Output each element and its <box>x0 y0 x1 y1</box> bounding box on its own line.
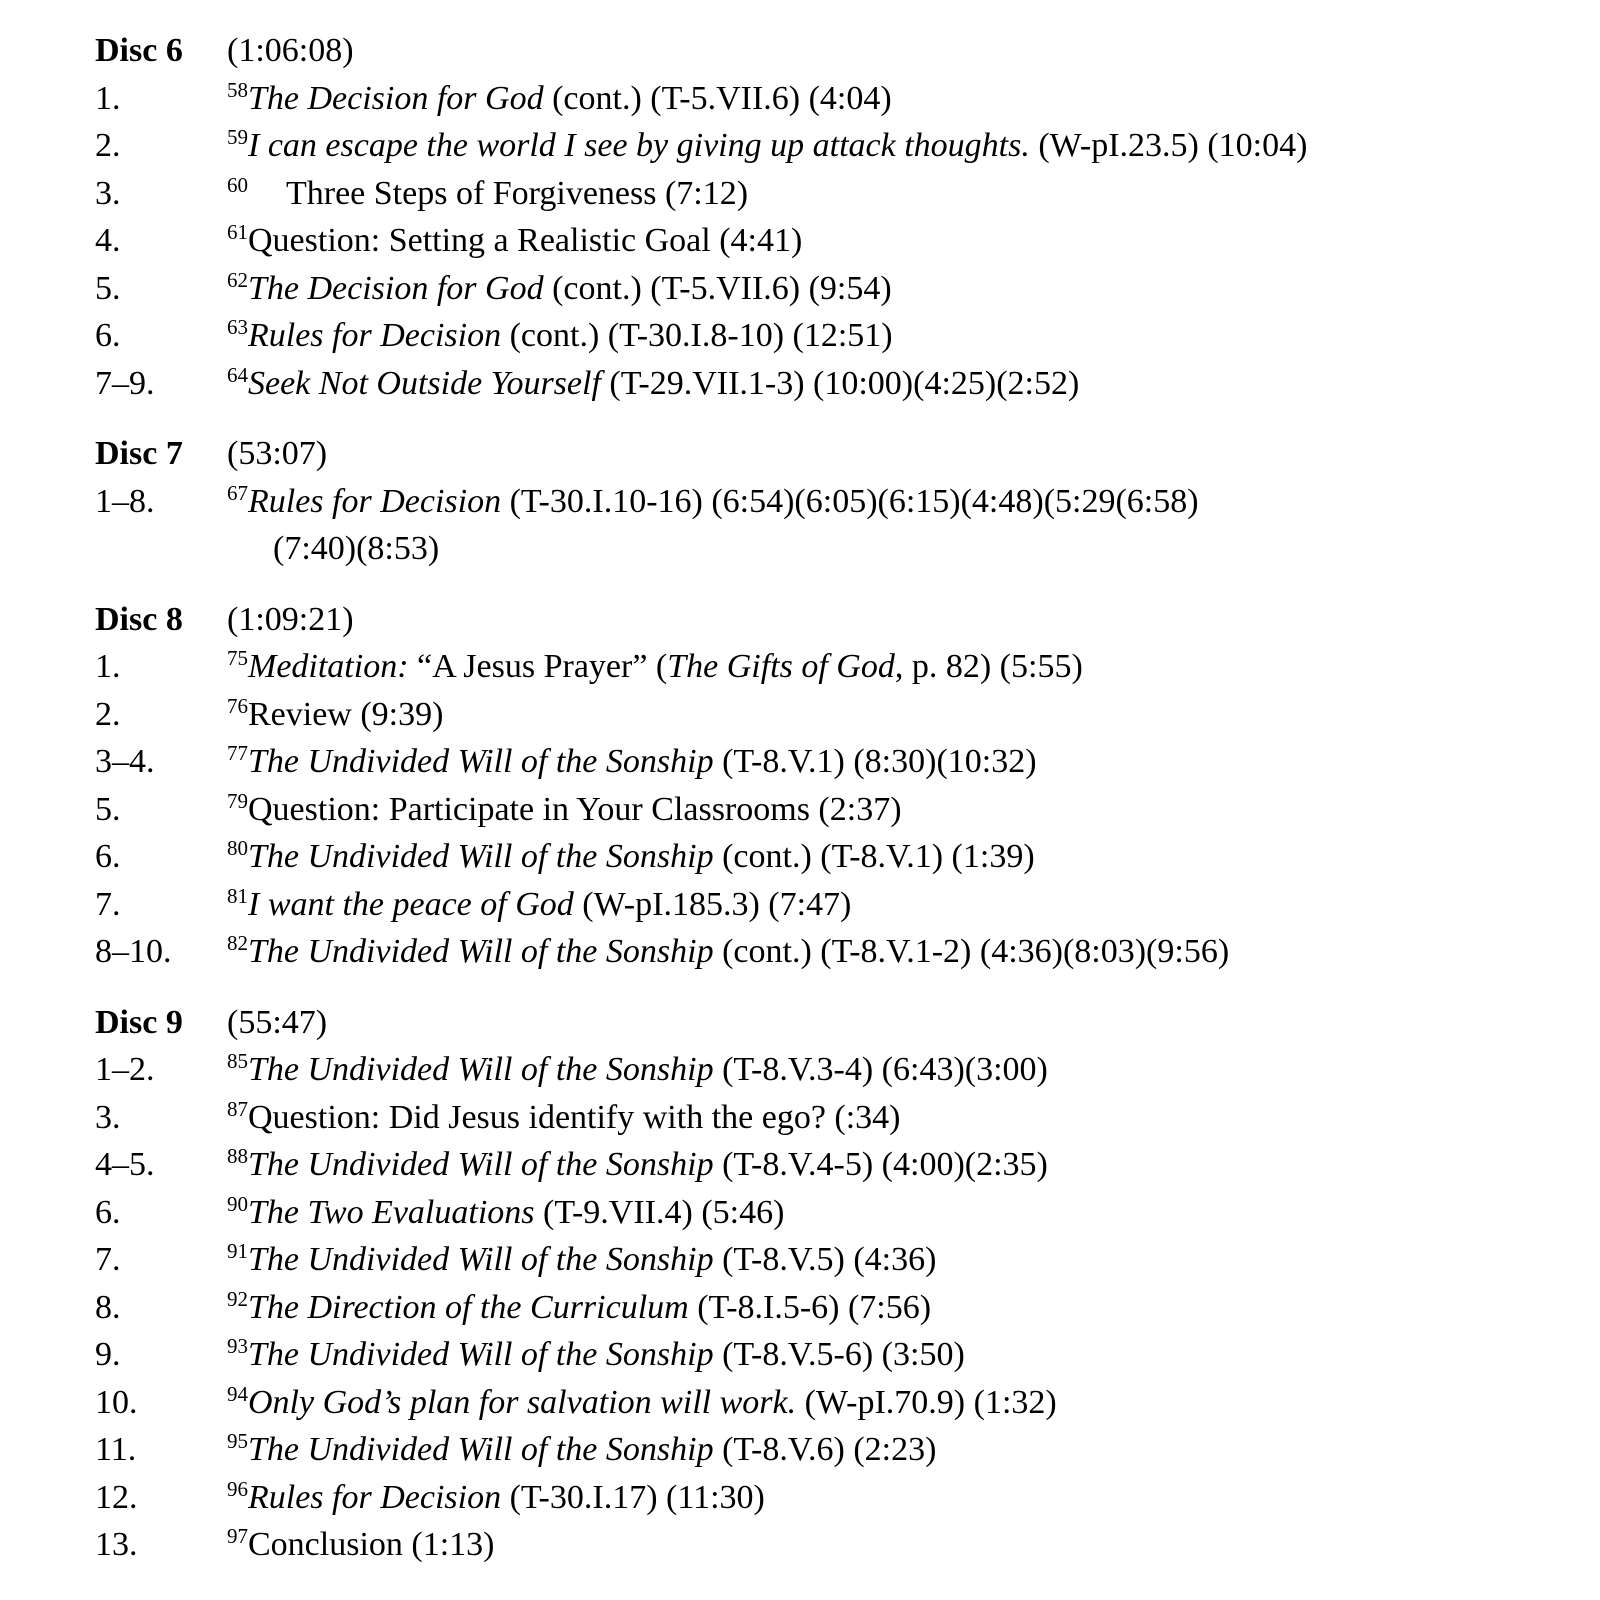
track-content <box>227 1094 1570 1142</box>
track-number: 3. <box>95 174 121 212</box>
track-content <box>227 833 1570 881</box>
disc-header <box>95 999 1570 1047</box>
track-meta: Conclusion (1:13) <box>248 1526 495 1563</box>
track-title: The Undivided Will of the Sonship <box>248 1336 714 1373</box>
track-number: 9. <box>95 1336 121 1373</box>
track-ref-number: 90 <box>227 1191 248 1216</box>
track-number: 7–9. <box>95 364 155 402</box>
track-row <box>95 75 1570 123</box>
track-row <box>95 881 1570 929</box>
track-ref-number: 97 <box>227 1524 248 1548</box>
track-number: 3. <box>95 1098 121 1136</box>
track-meta: (cont.) (T-8.V.1-2) (4:36)(8:03)(9:56) <box>713 933 1230 970</box>
track-title: I want the peace of God <box>248 885 574 923</box>
disc-label: Disc 8 <box>95 600 183 638</box>
track-row <box>95 1236 1570 1284</box>
track-row <box>95 312 1570 360</box>
disc-section <box>95 27 1570 407</box>
track-ref-number: 81 <box>227 883 248 908</box>
track-content <box>227 217 1570 265</box>
track-row <box>95 1189 1570 1237</box>
track-content <box>227 881 1570 929</box>
track-content <box>227 312 1570 360</box>
track-row <box>95 360 1570 408</box>
track-number: 2. <box>95 695 121 733</box>
track-continuation: (7:40)(8:53) <box>273 530 440 567</box>
track-meta: (cont.) (T-5.VII.6) (4:04) <box>543 79 892 117</box>
track-content <box>227 122 1570 170</box>
track-title: Rules for Decision <box>248 317 502 354</box>
track-row <box>95 643 1570 691</box>
track-content <box>227 1474 1570 1522</box>
track-number: 1. <box>95 648 121 685</box>
disc-duration: (1:06:08) <box>227 32 354 69</box>
track-content <box>227 1426 1570 1474</box>
track-row <box>95 1046 1570 1094</box>
track-row <box>95 1379 1570 1427</box>
track-content <box>227 1189 1570 1237</box>
track-row <box>95 738 1570 786</box>
disc-header <box>95 27 1570 75</box>
disc-duration: (1:09:21) <box>227 600 354 638</box>
track-number: 6. <box>95 1193 121 1231</box>
track-title: The Undivided Will of the Sonship <box>248 933 714 970</box>
track-ref-number: 79 <box>227 788 248 813</box>
track-ref-number: 77 <box>227 741 248 765</box>
track-number: 8. <box>95 1288 121 1326</box>
track-ref-number: 60 <box>227 172 248 197</box>
track-ref-number: 96 <box>227 1476 248 1501</box>
track-meta: (T-8.V.5-6) (3:50) <box>713 1336 965 1373</box>
track-row <box>95 1521 1570 1569</box>
track-title: The Direction of the Curriculum <box>248 1288 689 1326</box>
track-number: 13. <box>95 1526 138 1563</box>
disc-label: Disc 9 <box>95 1003 183 1041</box>
track-content <box>227 75 1570 123</box>
track-number: 4–5. <box>95 1146 155 1183</box>
track-row <box>95 1331 1570 1379</box>
track-meta: (T-8.V.1) (8:30)(10:32) <box>713 743 1037 780</box>
track-number: 7. <box>95 885 121 923</box>
disc-label: Disc 6 <box>95 32 183 69</box>
disc-section <box>95 430 1570 573</box>
track-number: 1. <box>95 79 121 117</box>
track-content <box>227 1521 1570 1569</box>
track-ref-number: 91 <box>227 1239 248 1263</box>
track-content <box>227 786 1570 834</box>
track-row <box>95 1094 1570 1142</box>
track-meta: (cont.) (T-30.I.8-10) (12:51) <box>501 317 893 354</box>
disc-duration: (53:07) <box>227 435 328 472</box>
track-meta: (T-8.V.3-4) (6:43)(3:00) <box>713 1051 1048 1088</box>
track-ref-number: 87 <box>227 1096 248 1121</box>
track-ref-number: 59 <box>227 125 248 149</box>
track-title: Only God’s plan for salvation will work. <box>248 1383 797 1421</box>
track-number: 11. <box>95 1431 137 1468</box>
track-content <box>227 1236 1570 1284</box>
track-number: 12. <box>95 1478 138 1516</box>
track-number: 6. <box>95 317 121 354</box>
track-ref-number: 76 <box>227 693 248 718</box>
track-title: The Undivided Will of the Sonship <box>248 1146 714 1183</box>
track-ref-number: 67 <box>227 480 248 505</box>
track-ref-number: 64 <box>227 362 248 387</box>
track-row <box>95 1284 1570 1332</box>
track-row <box>95 122 1570 170</box>
track-content <box>227 1046 1570 1094</box>
track-ref-number: 92 <box>227 1286 248 1311</box>
track-meta: (T-9.VII.4) (5:46) <box>534 1193 785 1231</box>
track-row <box>95 217 1570 265</box>
track-number: 4. <box>95 222 121 259</box>
track-title: The Undivided Will of the Sonship <box>248 1431 714 1468</box>
track-content <box>227 360 1570 408</box>
track-number: 5. <box>95 790 121 828</box>
track-number: 7. <box>95 1241 121 1278</box>
track-meta: (cont.) (T-5.VII.6) (9:54) <box>543 269 892 307</box>
track-title: The Gifts of God <box>667 648 895 685</box>
track-content <box>227 643 1570 691</box>
track-number: 3–4. <box>95 743 155 780</box>
track-number: 2. <box>95 127 121 164</box>
track-title: The Undivided Will of the Sonship <box>248 1051 714 1088</box>
track-title: Meditation: <box>248 648 409 685</box>
track-meta: (T-8.V.6) (2:23) <box>713 1431 937 1468</box>
track-row <box>95 1141 1570 1189</box>
track-title: The Undivided Will of the Sonship <box>248 743 714 780</box>
disc-section <box>95 596 1570 976</box>
track-number: 1–8. <box>95 482 155 520</box>
track-row <box>95 1426 1570 1474</box>
track-meta: Question: Setting a Realistic Goal (4:41) <box>248 222 803 259</box>
track-number: 5. <box>95 269 121 307</box>
track-ref-number: 88 <box>227 1144 248 1168</box>
track-meta: (W-pI.23.5) (10:04) <box>1029 127 1308 164</box>
track-content <box>227 265 1570 313</box>
track-ref-number: 58 <box>227 77 248 102</box>
track-row <box>95 786 1570 834</box>
disc-header <box>95 430 1570 478</box>
track-title: Seek Not Outside Yourself <box>248 364 601 402</box>
track-content <box>227 738 1570 786</box>
track-meta: Three Steps of Forgiveness (7:12) <box>286 174 749 212</box>
track-title: I can escape the world I see by giving up attack thoughts. <box>248 127 1030 164</box>
track-ref-number: 61 <box>227 220 248 244</box>
track-ref-number: 80 <box>227 836 248 860</box>
disc-section <box>95 999 1570 1569</box>
track-meta: (W-pI.185.3) (7:47) <box>573 885 852 923</box>
track-title: The Decision for God <box>248 79 544 117</box>
track-meta: Question: Participate in Your Classrooms (2:37) <box>248 790 902 828</box>
track-ref-number: 75 <box>227 646 248 670</box>
track-meta: (T-8.V.5) (4:36) <box>713 1241 937 1278</box>
track-content <box>227 1284 1570 1332</box>
track-title: Rules for Decision <box>248 1478 502 1516</box>
track-content <box>227 478 1570 573</box>
track-ref-number: 95 <box>227 1429 248 1453</box>
track-ref-number: 63 <box>227 315 248 339</box>
track-ref-number: 93 <box>227 1334 248 1358</box>
track-title: The Undivided Will of the Sonship <box>248 1241 714 1278</box>
track-meta: (T-29.VII.1-3) (10:00)(4:25)(2:52) <box>600 364 1080 402</box>
track-content <box>227 1379 1570 1427</box>
track-row <box>95 691 1570 739</box>
track-ref-number: 82 <box>227 931 248 955</box>
track-number: 6. <box>95 838 121 875</box>
track-meta: (T-8.I.5-6) (7:56) <box>688 1288 932 1326</box>
track-ref-number: 94 <box>227 1381 248 1406</box>
track-row <box>95 478 1570 573</box>
track-content <box>227 691 1570 739</box>
track-number: 10. <box>95 1383 138 1421</box>
track-row <box>95 170 1570 218</box>
track-meta: , p. 82) (5:55) <box>894 648 1083 685</box>
track-content <box>227 1331 1570 1379</box>
track-ref-number: 85 <box>227 1049 248 1073</box>
disc-list <box>95 27 1570 1569</box>
track-number: 8–10. <box>95 933 172 970</box>
track-content <box>227 170 1570 218</box>
track-meta: (T-8.V.4-5) (4:00)(2:35) <box>713 1146 1048 1183</box>
disc-header <box>95 596 1570 644</box>
track-title: The Two Evaluations <box>248 1193 535 1231</box>
track-title: The Decision for God <box>248 269 544 307</box>
track-meta: Review (9:39) <box>248 695 444 733</box>
track-meta: Question: Did Jesus identify with the ego? (:34) <box>248 1098 901 1136</box>
track-content <box>227 928 1570 976</box>
track-row <box>95 265 1570 313</box>
track-ref-number: 62 <box>227 267 248 292</box>
track-title: Rules for Decision <box>248 482 502 520</box>
track-row <box>95 928 1570 976</box>
track-meta: “A Jesus Prayer” ( <box>408 648 668 685</box>
track-meta: (cont.) (T-8.V.1) (1:39) <box>713 838 1035 875</box>
track-meta: (T-30.I.17) (11:30) <box>501 1478 765 1516</box>
track-number: 1–2. <box>95 1051 155 1088</box>
track-title: The Undivided Will of the Sonship <box>248 838 714 875</box>
track-row <box>95 1474 1570 1522</box>
track-meta: (W-pI.70.9) (1:32) <box>796 1383 1057 1421</box>
track-meta: (T-30.I.10-16) (6:54)(6:05)(6:15)(4:48)(5:29(6:58) <box>501 482 1199 520</box>
track-row <box>95 833 1570 881</box>
disc-duration: (55:47) <box>227 1003 328 1041</box>
disc-label: Disc 7 <box>95 435 183 472</box>
track-content <box>227 1141 1570 1189</box>
